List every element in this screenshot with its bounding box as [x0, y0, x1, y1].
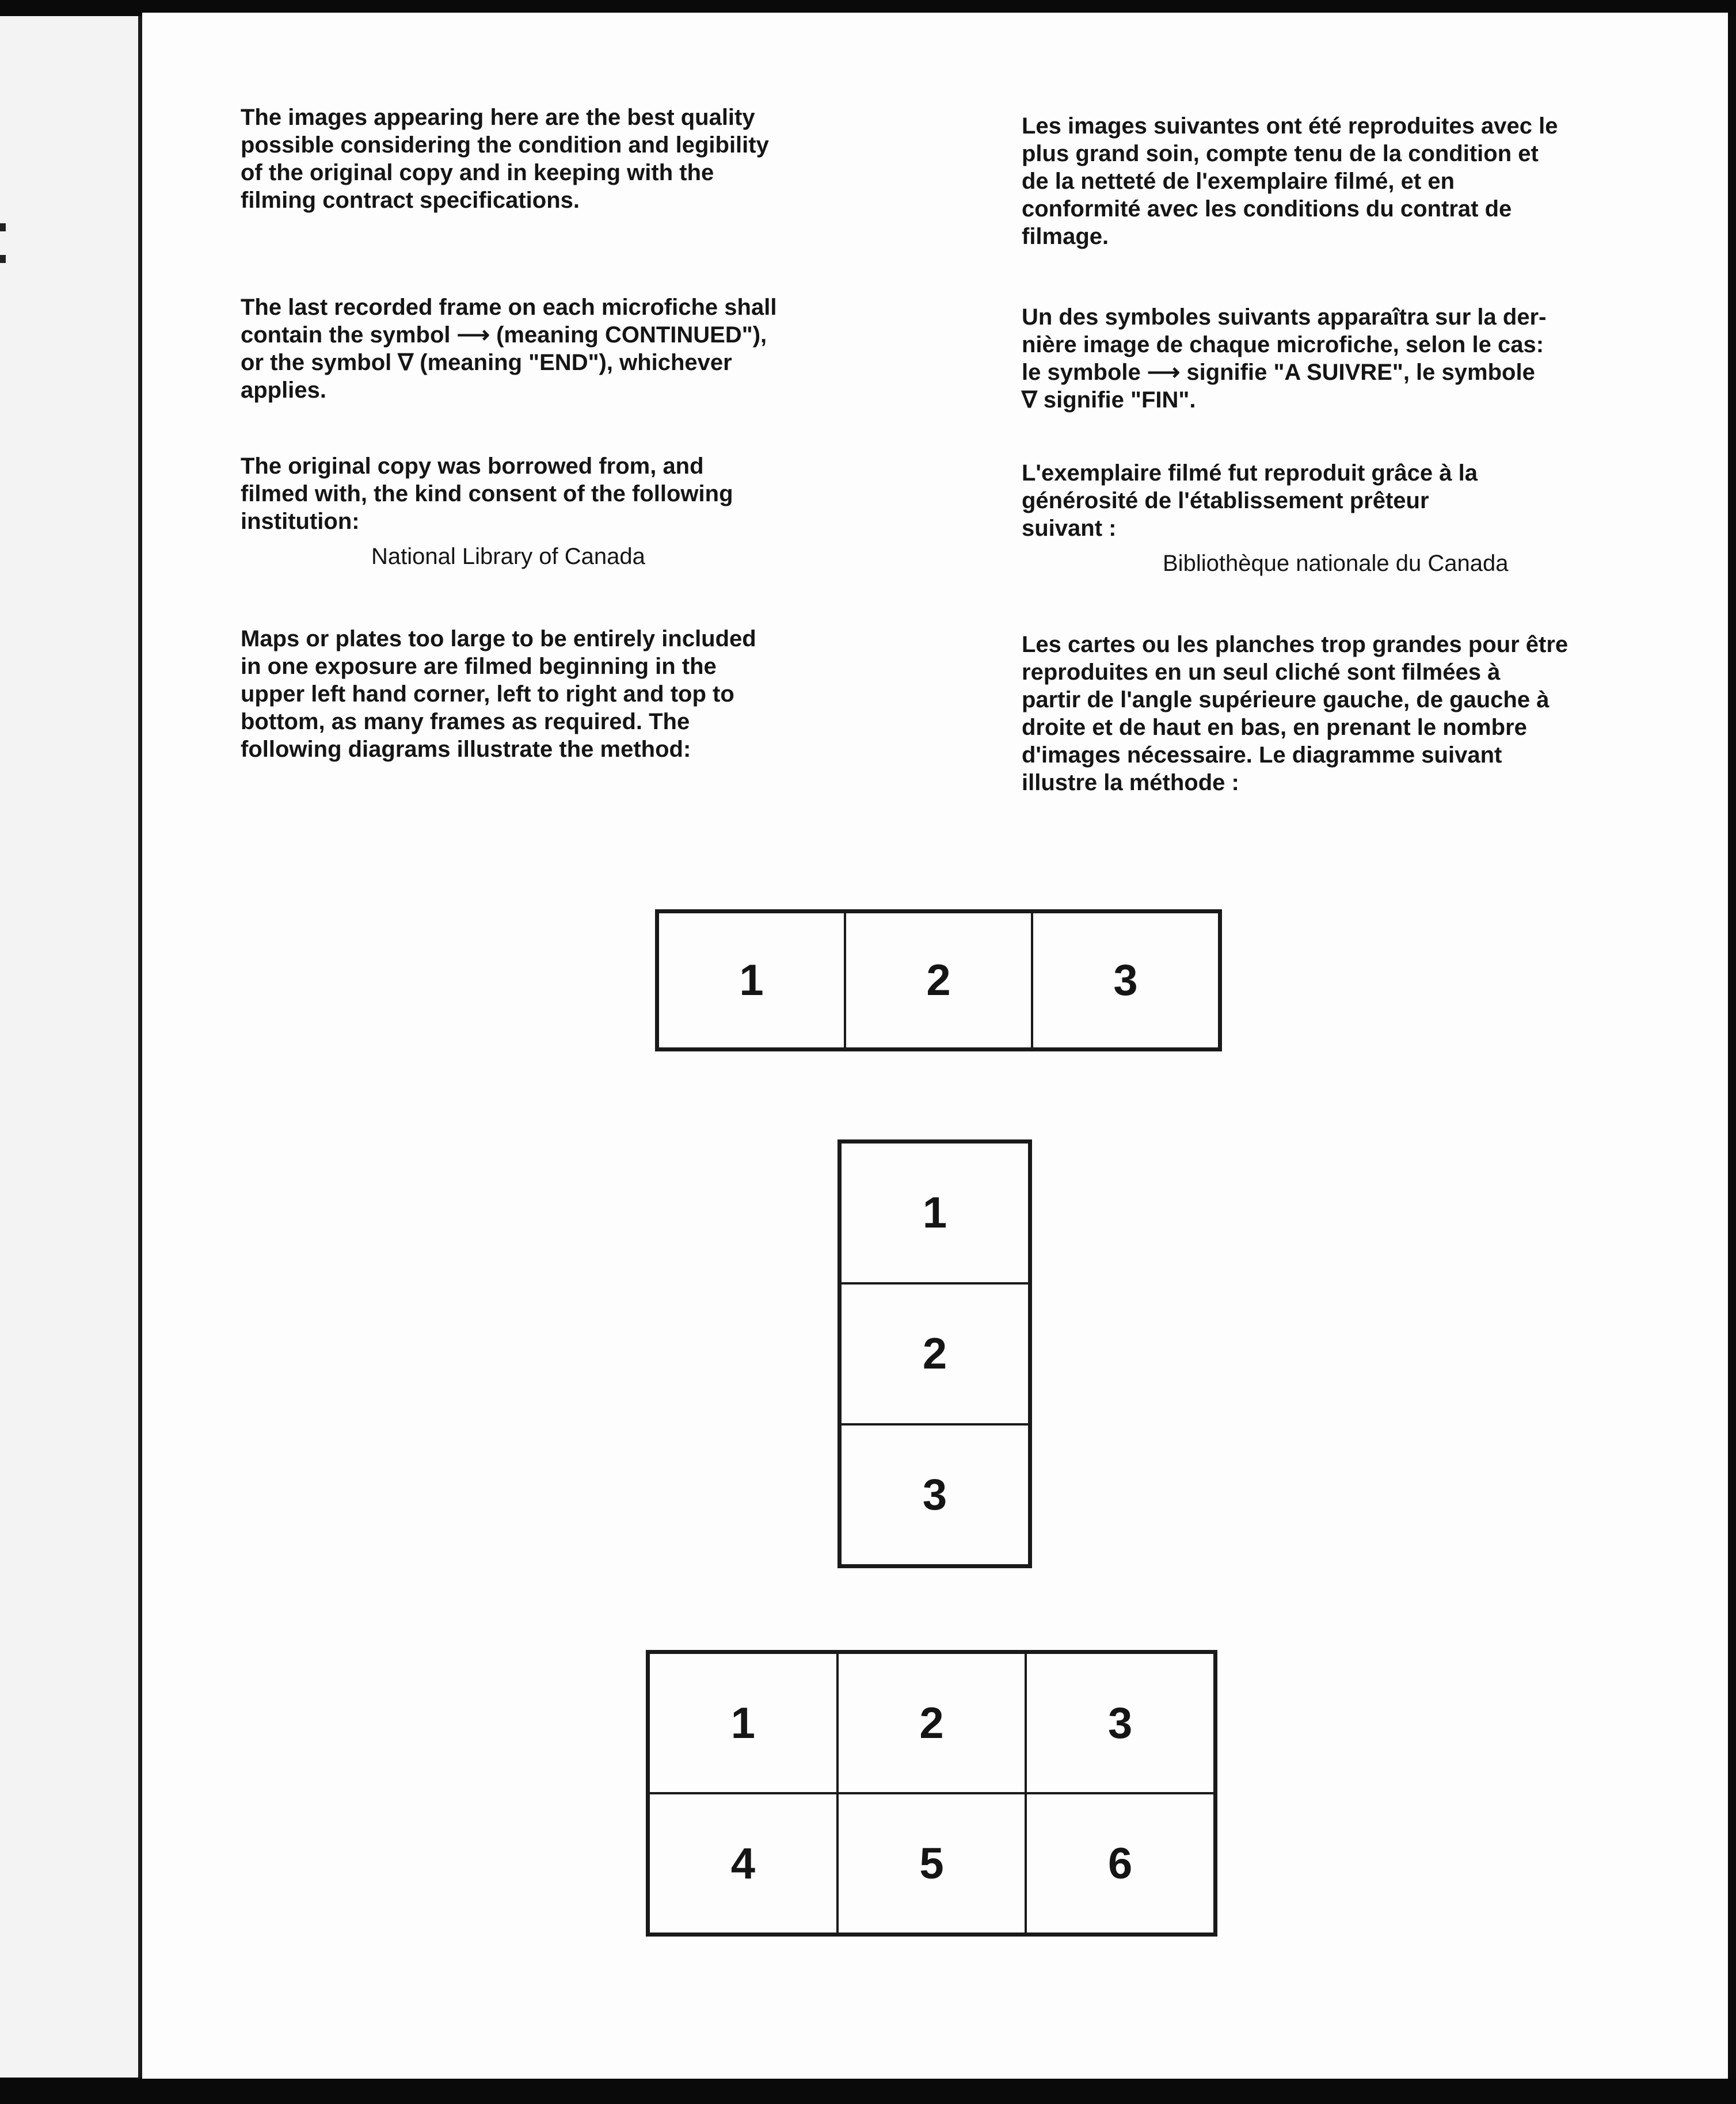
frame-cell: 4	[649, 1793, 837, 1934]
leaf-mark	[0, 255, 6, 263]
english-consent-note: The original copy was borrowed from, and filmed with, the kind consent of the following institution:	[241, 453, 733, 534]
frame-cell: 5	[837, 1793, 1026, 1934]
frame-cell: 1	[840, 1142, 1029, 1283]
frame-cell: 3	[1026, 1653, 1215, 1793]
leaf-mark	[0, 223, 6, 231]
frame-cell: 1	[649, 1653, 837, 1793]
previous-page-edge	[0, 16, 141, 2078]
frame-cell: 2	[840, 1283, 1029, 1424]
frame-cell: 6	[1026, 1793, 1215, 1934]
frame-cell: 3	[840, 1424, 1029, 1565]
grid-frame-diagram	[646, 1650, 1217, 1937]
vertical-frame-diagram	[837, 1139, 1032, 1568]
frame-cell: 3	[1032, 912, 1219, 1049]
horizontal-frame-diagram	[655, 909, 1222, 1051]
page-fold-line	[138, 16, 142, 2078]
frame-cell: 2	[845, 912, 1032, 1049]
english-quality-note: The images appearing here are the best quality possible considering the condition and legibility of the original copy and in keeping with the filming contract specifications.	[241, 105, 769, 213]
french-maps-note: Les cartes ou les planches trop grandes pour être reproduites en un seul cliché sont filmées à partir de l'angle supérieure gauche, de gauche à droite et de haut en bas, en prenant le nombre d'images nécessaire. Le diagramme suivant illustre la méthode :	[1022, 632, 1569, 795]
french-quality-note: Les images suivantes ont été reproduites avec le plus grand soin, compte tenu de la condition et de la netteté de l'exemplaire filmé, et en conformité avec les conditions du contrat de filmage.	[1022, 113, 1558, 249]
english-maps-note: Maps or plates too large to be entirely included in one exposure are filmed beginning in the upper left hand corner, left to right and top to bottom, as many frames as required. The following diagrams illustrate the method:	[241, 626, 756, 762]
frame-cell: 1	[658, 912, 845, 1049]
french-consent-note: L'exemplaire filmé fut reproduit grâce à la générosité de l'établissement prêteur suivant :	[1022, 460, 1478, 541]
frame-cell: 2	[837, 1653, 1026, 1793]
film-bottom-border	[0, 2079, 1736, 2104]
english-symbols-note: The last recorded frame on each microfiche shall contain the symbol ⟶ (meaning CONTINUED"), or the symbol ∇ (meaning "END"), whichever applies.	[241, 295, 777, 403]
french-symbols-note: Un des symboles suivants apparaîtra sur la der- nière image de chaque microfiche, selon le cas: le symbole ⟶ signifie "A SUIVRE", le symbole ∇ signifie "FIN".	[1022, 304, 1547, 413]
french-institution-name: Bibliothèque nationale du Canada	[1163, 551, 1509, 576]
english-institution-name: National Library of Canada	[371, 544, 645, 569]
